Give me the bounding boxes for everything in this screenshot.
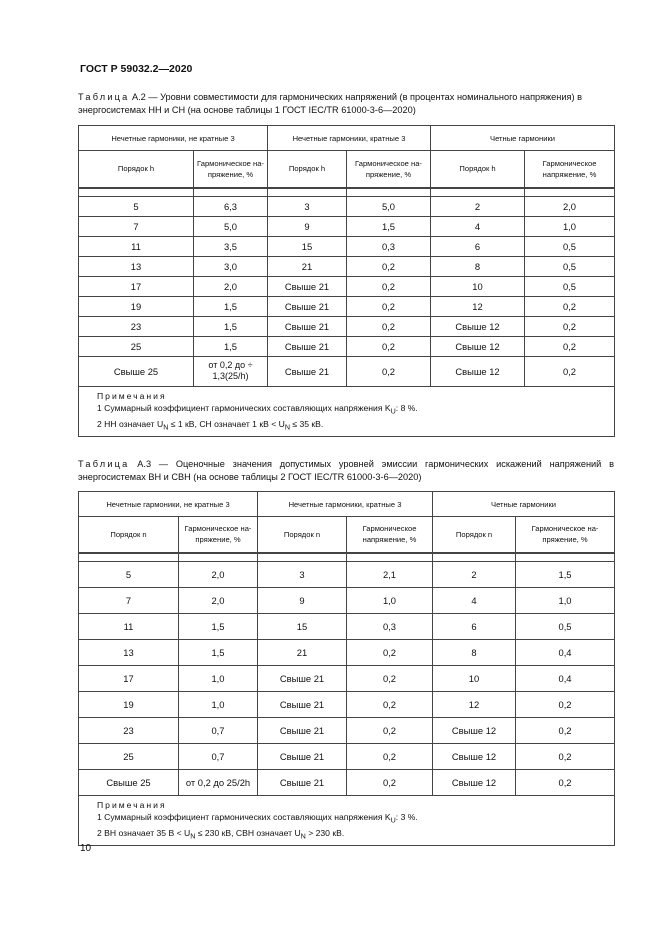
table-a3-number: А.3 [137, 459, 152, 469]
table-cell: 17 [79, 665, 179, 691]
table-cell: 5 [79, 561, 179, 587]
table-row [79, 276, 615, 296]
page-number: 10 [80, 843, 92, 854]
note-2: 2 ВН означает 35 $В < U_N \le 230$ кВ, СВН означает $U_N > 230$ кВ. [97, 828, 345, 841]
header-separator [79, 553, 615, 562]
table-cell: 0,2 [347, 276, 431, 296]
table-cell: 1,5 [194, 316, 268, 336]
table-cell: 1,5 [179, 613, 258, 639]
table-cell: Свыше 21 [258, 691, 347, 717]
table-cell: 0,2 [347, 336, 431, 356]
table-a2-body [79, 196, 615, 386]
table-cell: 2,1 [347, 561, 433, 587]
table-cell: 11 [79, 613, 179, 639]
table-row [79, 216, 615, 236]
table-cell: от 0,2 до 25/2h [179, 769, 258, 795]
table-row [79, 316, 615, 336]
table-cell: 19 [79, 691, 179, 717]
table-row [79, 665, 615, 691]
table-cell: Свыше 21 [258, 743, 347, 769]
group-header: Нечетные гармоники, не кратные 3 [79, 126, 268, 151]
table-row [79, 356, 615, 386]
table-cell: 2 [433, 561, 516, 587]
table-row [79, 769, 615, 795]
table-cell: 0,2 [525, 356, 615, 386]
table-cell: 0,2 [347, 296, 431, 316]
table-cell: Свыше 21 [268, 356, 347, 386]
table-cell: 3,0 [194, 256, 268, 276]
table-cell: 1,0 [347, 587, 433, 613]
table-cell: 25 [79, 336, 194, 356]
table-a3-notes-row [79, 795, 615, 846]
table-cell: 0,5 [525, 256, 615, 276]
group-header: Четные гармоники [431, 126, 615, 151]
table-cell: 1,0 [179, 665, 258, 691]
table-cell: Свыше 25 [79, 356, 194, 386]
table-cell: 0,2 [516, 769, 615, 795]
table-cell: 5 [79, 196, 194, 216]
table-cell: 0,2 [347, 256, 431, 276]
table-cell: 12 [431, 296, 525, 316]
table-cell: 25 [79, 743, 179, 769]
table-cell: 0,3 [347, 236, 431, 256]
table-row [79, 236, 615, 256]
table-cell: 0,2 [347, 743, 433, 769]
note-2: 2 НН означает $U_N \le 1$ кВ, СН означает 1 кВ < $U_N \le 35$ кВ. [97, 419, 324, 432]
note-1: 1 Суммарный коэффициент гармонических составляющих напряжения $K_U$: 3 %. [97, 812, 418, 825]
table-row [79, 691, 615, 717]
table-cell: 3 [258, 561, 347, 587]
table-a2-title: — Уровни совместимости для гармонических напряжений (в процентах номинального напряжения) в энергосистемах НН и СН (на основе таблицы 1 ГОСТ IEC/TR 61000-3-6—2020) [78, 92, 582, 115]
table-cell: 5,0 [347, 196, 431, 216]
table-cell: 0,2 [347, 717, 433, 743]
table-cell: 0,2 [347, 769, 433, 795]
table-cell: 8 [431, 256, 525, 276]
group-header: Четные гармоники [433, 492, 615, 517]
table-cell: 1,0 [516, 587, 615, 613]
table-a2-label: Таблица [78, 92, 130, 102]
table-cell: Свыше 12 [433, 743, 516, 769]
table-cell: 3 [268, 196, 347, 216]
subheader-value: Гармоническое напряжение, % [347, 517, 433, 553]
header-separator [79, 188, 615, 197]
group-header: Нечетные гармоники, кратные 3 [268, 126, 431, 151]
table-a2-notes [79, 386, 615, 437]
table-cell: 21 [268, 256, 347, 276]
table-a3-body [79, 561, 615, 795]
table-cell: 2,0 [525, 196, 615, 216]
table-cell: Свыше 21 [258, 769, 347, 795]
table-a3-notes [79, 795, 615, 846]
table-cell: 4 [431, 216, 525, 236]
table-cell: 0,5 [525, 276, 615, 296]
table-cell: Свыше 21 [258, 665, 347, 691]
subheader-value: Гармоническое напряжение, % [525, 151, 615, 188]
table-row [79, 743, 615, 769]
table-cell: 23 [79, 717, 179, 743]
table-cell: Свыше 12 [433, 717, 516, 743]
table-cell: 17 [79, 276, 194, 296]
table-a2 [78, 125, 615, 437]
subheader-order: Порядок n [79, 517, 179, 553]
table-row [79, 639, 615, 665]
table-cell: 1,5 [179, 639, 258, 665]
table-cell: 1,5 [194, 336, 268, 356]
table-cell: 0,2 [516, 743, 615, 769]
table-cell: 0,4 [516, 665, 615, 691]
table-a2-caption [78, 91, 614, 117]
table-cell: Свыше 12 [431, 316, 525, 336]
table-cell: 1,0 [179, 691, 258, 717]
table-a2-notes-row [79, 386, 615, 437]
table-cell: 19 [79, 296, 194, 316]
table-cell: 0,2 [516, 717, 615, 743]
notes-title: Примечания [97, 390, 167, 401]
table-cell: 9 [268, 216, 347, 236]
table-cell: 0,2 [525, 336, 615, 356]
table-cell: 0,2 [347, 639, 433, 665]
table-cell: Свыше 21 [268, 276, 347, 296]
table-a3 [78, 491, 615, 846]
table-cell: 7 [79, 587, 179, 613]
table-cell: 1,0 [525, 216, 615, 236]
table-cell: Свыше 21 [268, 296, 347, 316]
table-cell: Свыше 21 [268, 316, 347, 336]
table-cell: 0,2 [347, 356, 431, 386]
subheader-order: Порядок n [433, 517, 516, 553]
table-cell: 7 [79, 216, 194, 236]
notes-title: Примечания [97, 799, 167, 810]
table-cell: 8 [433, 639, 516, 665]
table-cell: 1,5 [516, 561, 615, 587]
table-cell: 0,2 [347, 691, 433, 717]
table-cell: Свыше 25 [79, 769, 179, 795]
table-a3-title: — Оценочные значения допустимых уровней эмиссии гармонических искажений напряжений в энергосистемах ВН и СВН (на основе таблицы 2 ГОСТ IEC/TR 61000-3-6—2020) [78, 459, 614, 482]
table-row [79, 717, 615, 743]
table-cell: 0,2 [525, 316, 615, 336]
table-cell: 2,0 [179, 587, 258, 613]
note-1: 1 Суммарный коэффициент гармонических составляющих напряжения $K_U$: 8 %. [97, 403, 418, 416]
table-row [79, 613, 615, 639]
table-cell: 9 [258, 587, 347, 613]
table-cell: 3,5 [194, 236, 268, 256]
table-cell: 15 [268, 236, 347, 256]
table-cell: 5,0 [194, 216, 268, 236]
table-a3-subheader-row [79, 517, 615, 553]
table-row [79, 587, 615, 613]
table-cell: 6 [433, 613, 516, 639]
subheader-order: Порядок h [268, 151, 347, 188]
table-cell: 10 [433, 665, 516, 691]
table-row [79, 561, 615, 587]
table-cell: 0,2 [525, 296, 615, 316]
table-cell: 0,7 [179, 717, 258, 743]
table-a2-group-row [79, 126, 615, 151]
document-header: ГОСТ Р 59032.2—2020 [80, 63, 193, 75]
table-row [79, 296, 615, 316]
table-row [79, 336, 615, 356]
subheader-value: Гармоническое на-пряжение, % [194, 151, 268, 188]
table-cell: 23 [79, 316, 194, 336]
subheader-value: Гармоническое на-пряжение, % [516, 517, 615, 553]
table-cell: 10 [431, 276, 525, 296]
table-a3-group-row [79, 492, 615, 517]
table-a3-caption [78, 458, 614, 484]
table-cell: 0,2 [347, 316, 431, 336]
subheader-value: Гармоническое на-пряжение, % [347, 151, 431, 188]
table-cell: Свыше 12 [431, 356, 525, 386]
table-cell: 2,0 [179, 561, 258, 587]
table-cell: 1,5 [194, 296, 268, 316]
table-cell: 0,4 [516, 639, 615, 665]
table-cell: от 0,2 до ÷ 1,3(25/h) [194, 356, 268, 386]
table-cell: Свыше 21 [258, 717, 347, 743]
table-cell: Свыше 21 [268, 336, 347, 356]
table-cell: 15 [258, 613, 347, 639]
table-a3-label: Таблица [78, 459, 130, 469]
table-cell: 4 [433, 587, 516, 613]
table-a2-number: А.2 [132, 92, 146, 102]
table-cell: 11 [79, 236, 194, 256]
table-row [79, 196, 615, 216]
table-cell: 0,5 [516, 613, 615, 639]
table-cell: 13 [79, 639, 179, 665]
group-header: Нечетные гармоники, кратные 3 [258, 492, 433, 517]
table-cell: Свыше 12 [431, 336, 525, 356]
subheader-order: Порядок h [431, 151, 525, 188]
table-cell: 1,5 [347, 216, 431, 236]
table-cell: 6 [431, 236, 525, 256]
table-cell: 21 [258, 639, 347, 665]
table-row [79, 256, 615, 276]
table-cell: 0,2 [347, 665, 433, 691]
table-cell: 0,3 [347, 613, 433, 639]
subheader-value: Гармоническое на-пряжение, % [179, 517, 258, 553]
table-cell: Свыше 12 [433, 769, 516, 795]
table-cell: 2 [431, 196, 525, 216]
table-cell: 0,2 [516, 691, 615, 717]
table-cell: 12 [433, 691, 516, 717]
table-a2-subheader-row [79, 151, 615, 188]
group-header: Нечетные гармоники, не кратные 3 [79, 492, 258, 517]
subheader-order: Порядок n [258, 517, 347, 553]
subheader-order: Порядок h [79, 151, 194, 188]
table-cell: 2,0 [194, 276, 268, 296]
table-cell: 6,3 [194, 196, 268, 216]
table-cell: 0,7 [179, 743, 258, 769]
table-cell: 0,5 [525, 236, 615, 256]
table-cell: 13 [79, 256, 194, 276]
